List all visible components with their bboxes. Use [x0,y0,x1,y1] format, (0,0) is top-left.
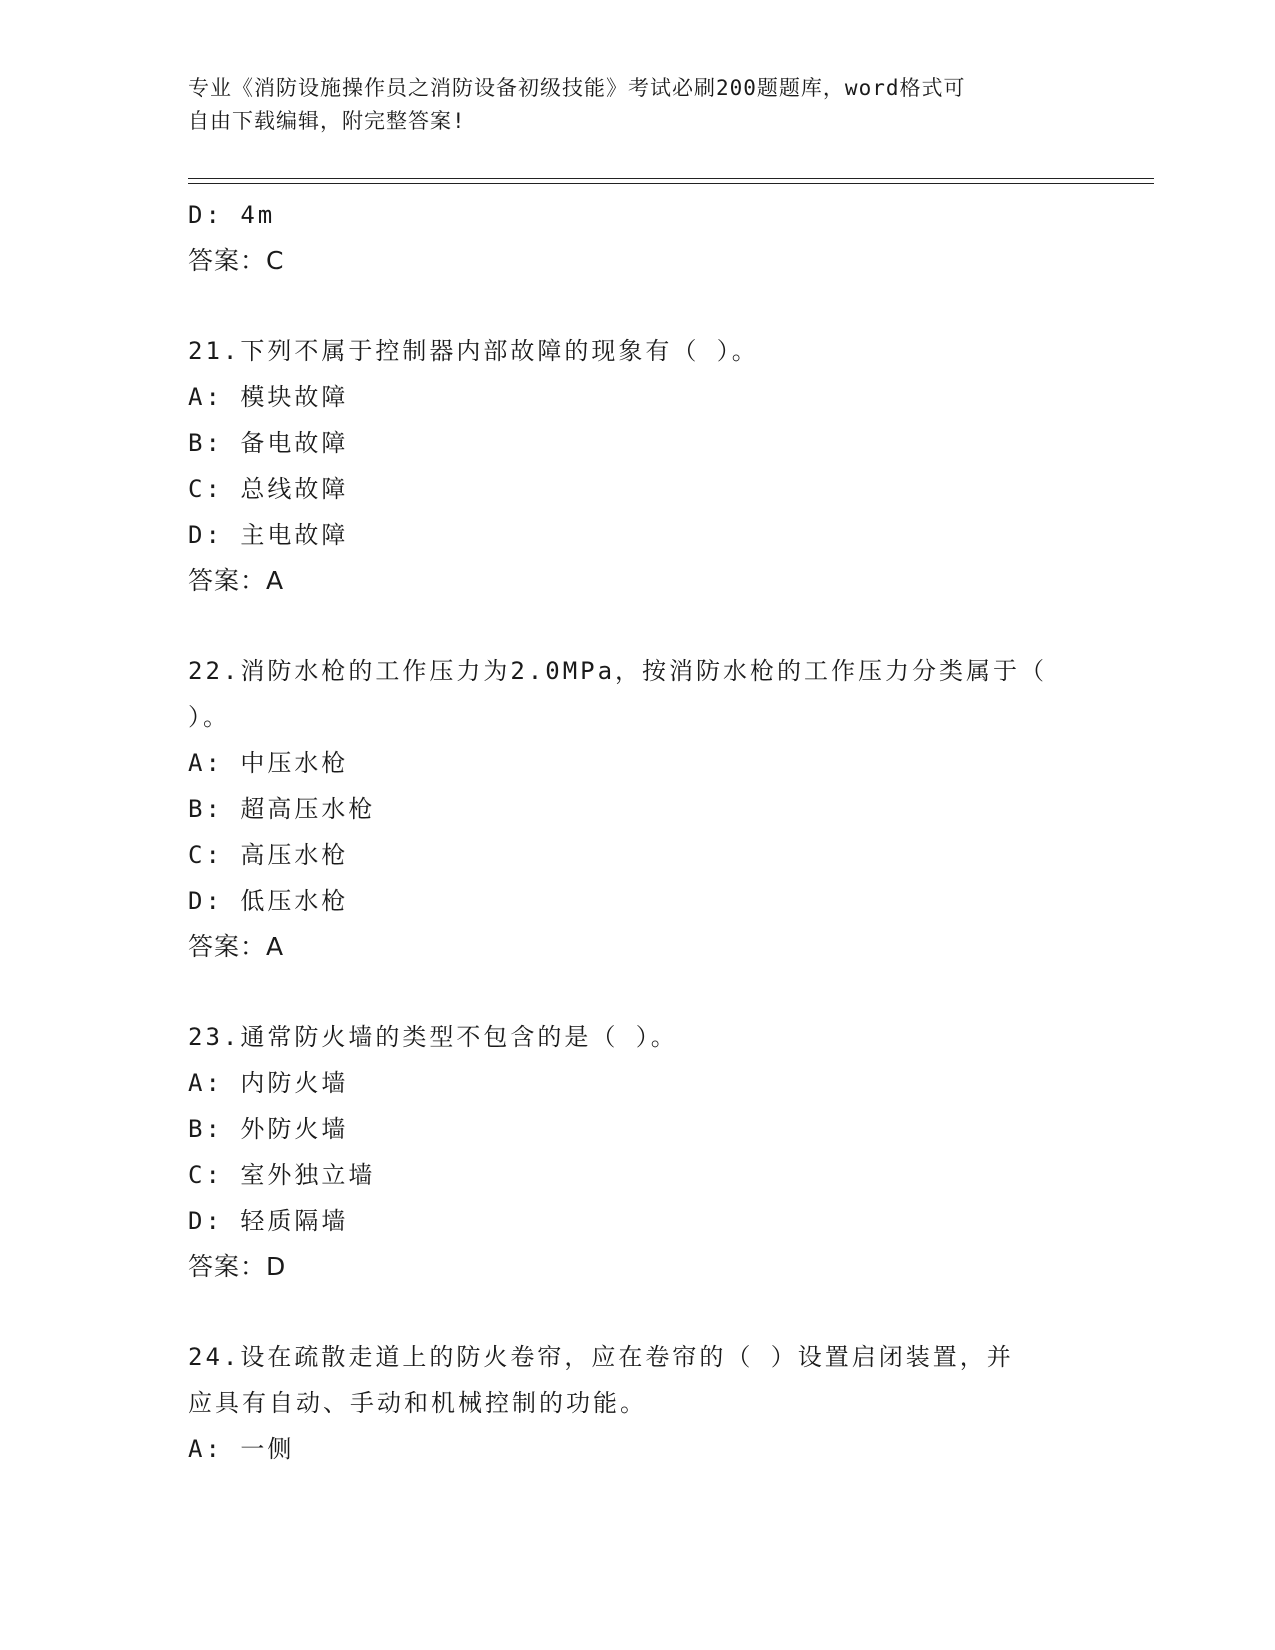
option-d: D: 主电故障 [188,521,349,549]
question-21 [188,328,1088,604]
option-b: B: 超高压水枪 [188,795,376,823]
question-23 [188,1014,1088,1290]
question-22 [188,648,1088,970]
answer-line: 答案：D [188,1252,287,1281]
previous-question-tail [188,192,1088,284]
question-stem-continued: 应具有自动、手动和机械控制的功能。 [188,1389,647,1417]
document-header [188,72,1068,138]
answer-line: 答案：A [188,932,285,961]
option-c: C: 高压水枪 [188,841,349,869]
option-d: D: 轻质隔墙 [188,1207,349,1235]
header-divider-bottom [188,183,1154,184]
option-b: B: 外防火墙 [188,1115,349,1143]
answer-line: 答案：A [188,566,285,595]
question-stem: 21.下列不属于控制器内部故障的现象有（ ）。 [188,337,759,365]
option-c: C: 室外独立墙 [188,1161,376,1189]
question-stem: 23.通常防火墙的类型不包含的是（ ）。 [188,1023,678,1051]
question-stem-continued: ）。 [188,703,230,731]
question-stem: 24.设在疏散走道上的防火卷帘，应在卷帘的（ ）设置启闭装置，并 [188,1343,1014,1371]
option-a: A: 模块故障 [188,383,349,411]
header-title-line-2: 自由下载编辑，附完整答案! [188,109,466,133]
option-a: A: 中压水枪 [188,749,349,777]
option-d: D: 低压水枪 [188,887,349,915]
option-d: D: 4m [188,201,276,229]
header-divider-top [188,178,1154,179]
option-b: B: 备电故障 [188,429,349,457]
question-list [188,192,1088,1472]
question-24 [188,1334,1088,1472]
answer-line: 答案：C [188,246,285,275]
header-title-line-1: 专业《消防设施操作员之消防设备初级技能》考试必刷200题题库，word格式可 [188,76,966,100]
option-c: C: 总线故障 [188,475,349,503]
option-a: A: 内防火墙 [188,1069,349,1097]
option-a: A: 一侧 [188,1435,295,1463]
question-stem: 22.消防水枪的工作压力为2.0MPa，按消防水枪的工作压力分类属于（ [188,657,1048,685]
